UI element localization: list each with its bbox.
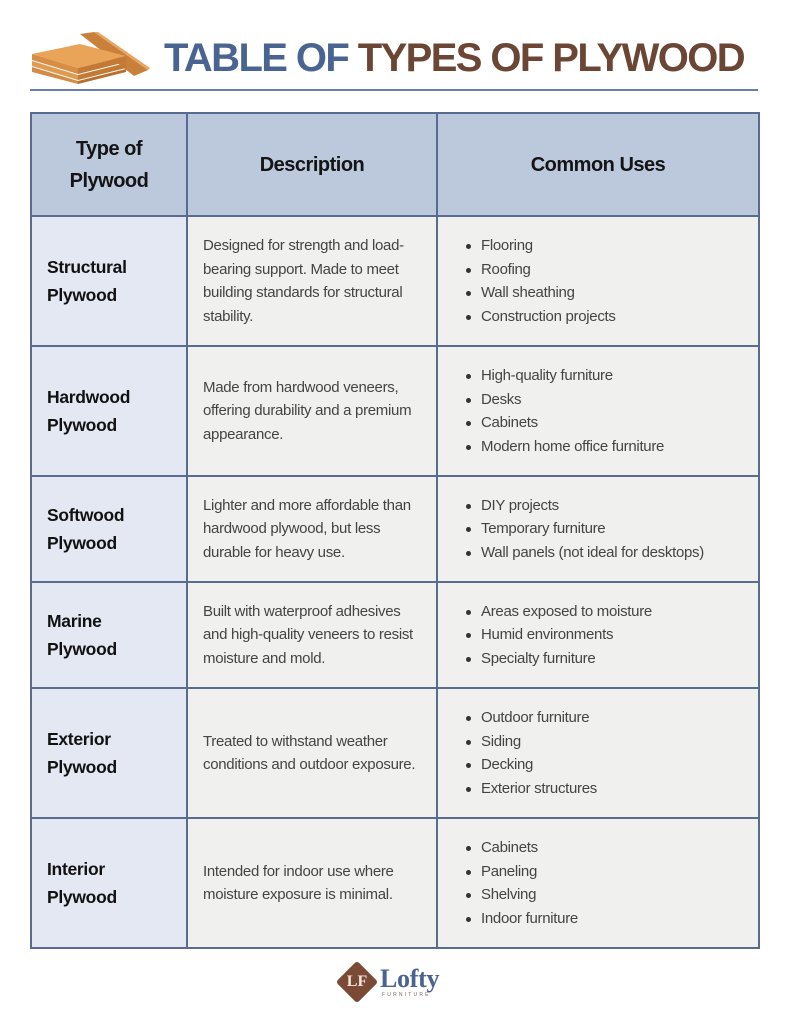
use-item: Wall panels (not ideal for desktops) — [466, 541, 758, 565]
brand-subtitle: FURNITURE — [382, 992, 431, 998]
use-item: Outdoor furniture — [466, 706, 758, 730]
use-item: Construction projects — [466, 305, 758, 329]
use-item: Exterior structures — [466, 777, 758, 801]
plywood-uses — [437, 476, 759, 582]
table-row — [31, 346, 759, 476]
use-item: Wall sheathing — [466, 281, 758, 305]
plywood-description: Built with waterproof adhesives and high-quality veneers to resist moisture and mold. — [187, 582, 437, 688]
use-item: Modern home office furniture — [466, 435, 758, 459]
table-row — [31, 688, 759, 818]
table-row — [31, 582, 759, 688]
plywood-type: Structural Plywood — [31, 216, 187, 346]
use-item: Desks — [466, 388, 758, 412]
plywood-uses — [437, 818, 759, 948]
plywood-uses — [437, 582, 759, 688]
use-item: DIY projects — [466, 494, 758, 518]
page-header — [0, 0, 788, 92]
title-divider — [30, 89, 758, 91]
plywood-type: Hardwood Plywood — [31, 346, 187, 476]
brand-name: Lofty — [380, 964, 440, 993]
use-item: Paneling — [466, 860, 758, 884]
use-item: Decking — [466, 753, 758, 777]
use-item: High-quality furniture — [466, 364, 758, 388]
plywood-type: Softwood Plywood — [31, 476, 187, 582]
plywood-types-table — [30, 112, 760, 949]
plywood-type: Exterior Plywood — [31, 688, 187, 818]
plywood-description: Intended for indoor use where moisture exposure is minimal. — [187, 818, 437, 948]
plywood-type: Interior Plywood — [31, 818, 187, 948]
plywood-type: Marine Plywood — [31, 582, 187, 688]
plywood-uses — [437, 688, 759, 818]
plywood-description: Treated to withstand weather conditions and outdoor exposure. — [187, 688, 437, 818]
plywood-description: Designed for strength and load-bearing support. Made to meet building standards for structural stability. — [187, 216, 437, 346]
use-item: Areas exposed to moisture — [466, 600, 758, 624]
use-item: Shelving — [466, 883, 758, 907]
column-header-description: Description — [187, 113, 437, 216]
use-item: Cabinets — [466, 411, 758, 435]
use-item: Flooring — [466, 234, 758, 258]
plywood-uses — [437, 216, 759, 346]
use-item: Specialty furniture — [466, 647, 758, 671]
column-header-type: Type of Plywood — [31, 113, 187, 216]
plywood-stack-icon — [28, 30, 150, 84]
use-item: Cabinets — [466, 836, 758, 860]
table-header-row — [31, 113, 759, 216]
table-row — [31, 818, 759, 948]
table-row — [31, 476, 759, 582]
brand-logo — [338, 966, 439, 998]
plywood-uses — [437, 346, 759, 476]
plywood-description: Made from hardwood veneers, offering durability and a premium appearance. — [187, 346, 437, 476]
plywood-description: Lighter and more affordable than hardwood plywood, but less durable for heavy use. — [187, 476, 437, 582]
use-item: Roofing — [466, 258, 758, 282]
use-item: Siding — [466, 730, 758, 754]
use-item: Indoor furniture — [466, 907, 758, 931]
brand-monogram-icon: LF — [336, 961, 378, 1003]
page-title: TABLE OF TYPES OF PLYWOOD — [164, 36, 745, 80]
use-item: Temporary furniture — [466, 517, 758, 541]
column-header-uses: Common Uses — [437, 113, 759, 216]
table-row — [31, 216, 759, 346]
use-item: Humid environments — [466, 623, 758, 647]
